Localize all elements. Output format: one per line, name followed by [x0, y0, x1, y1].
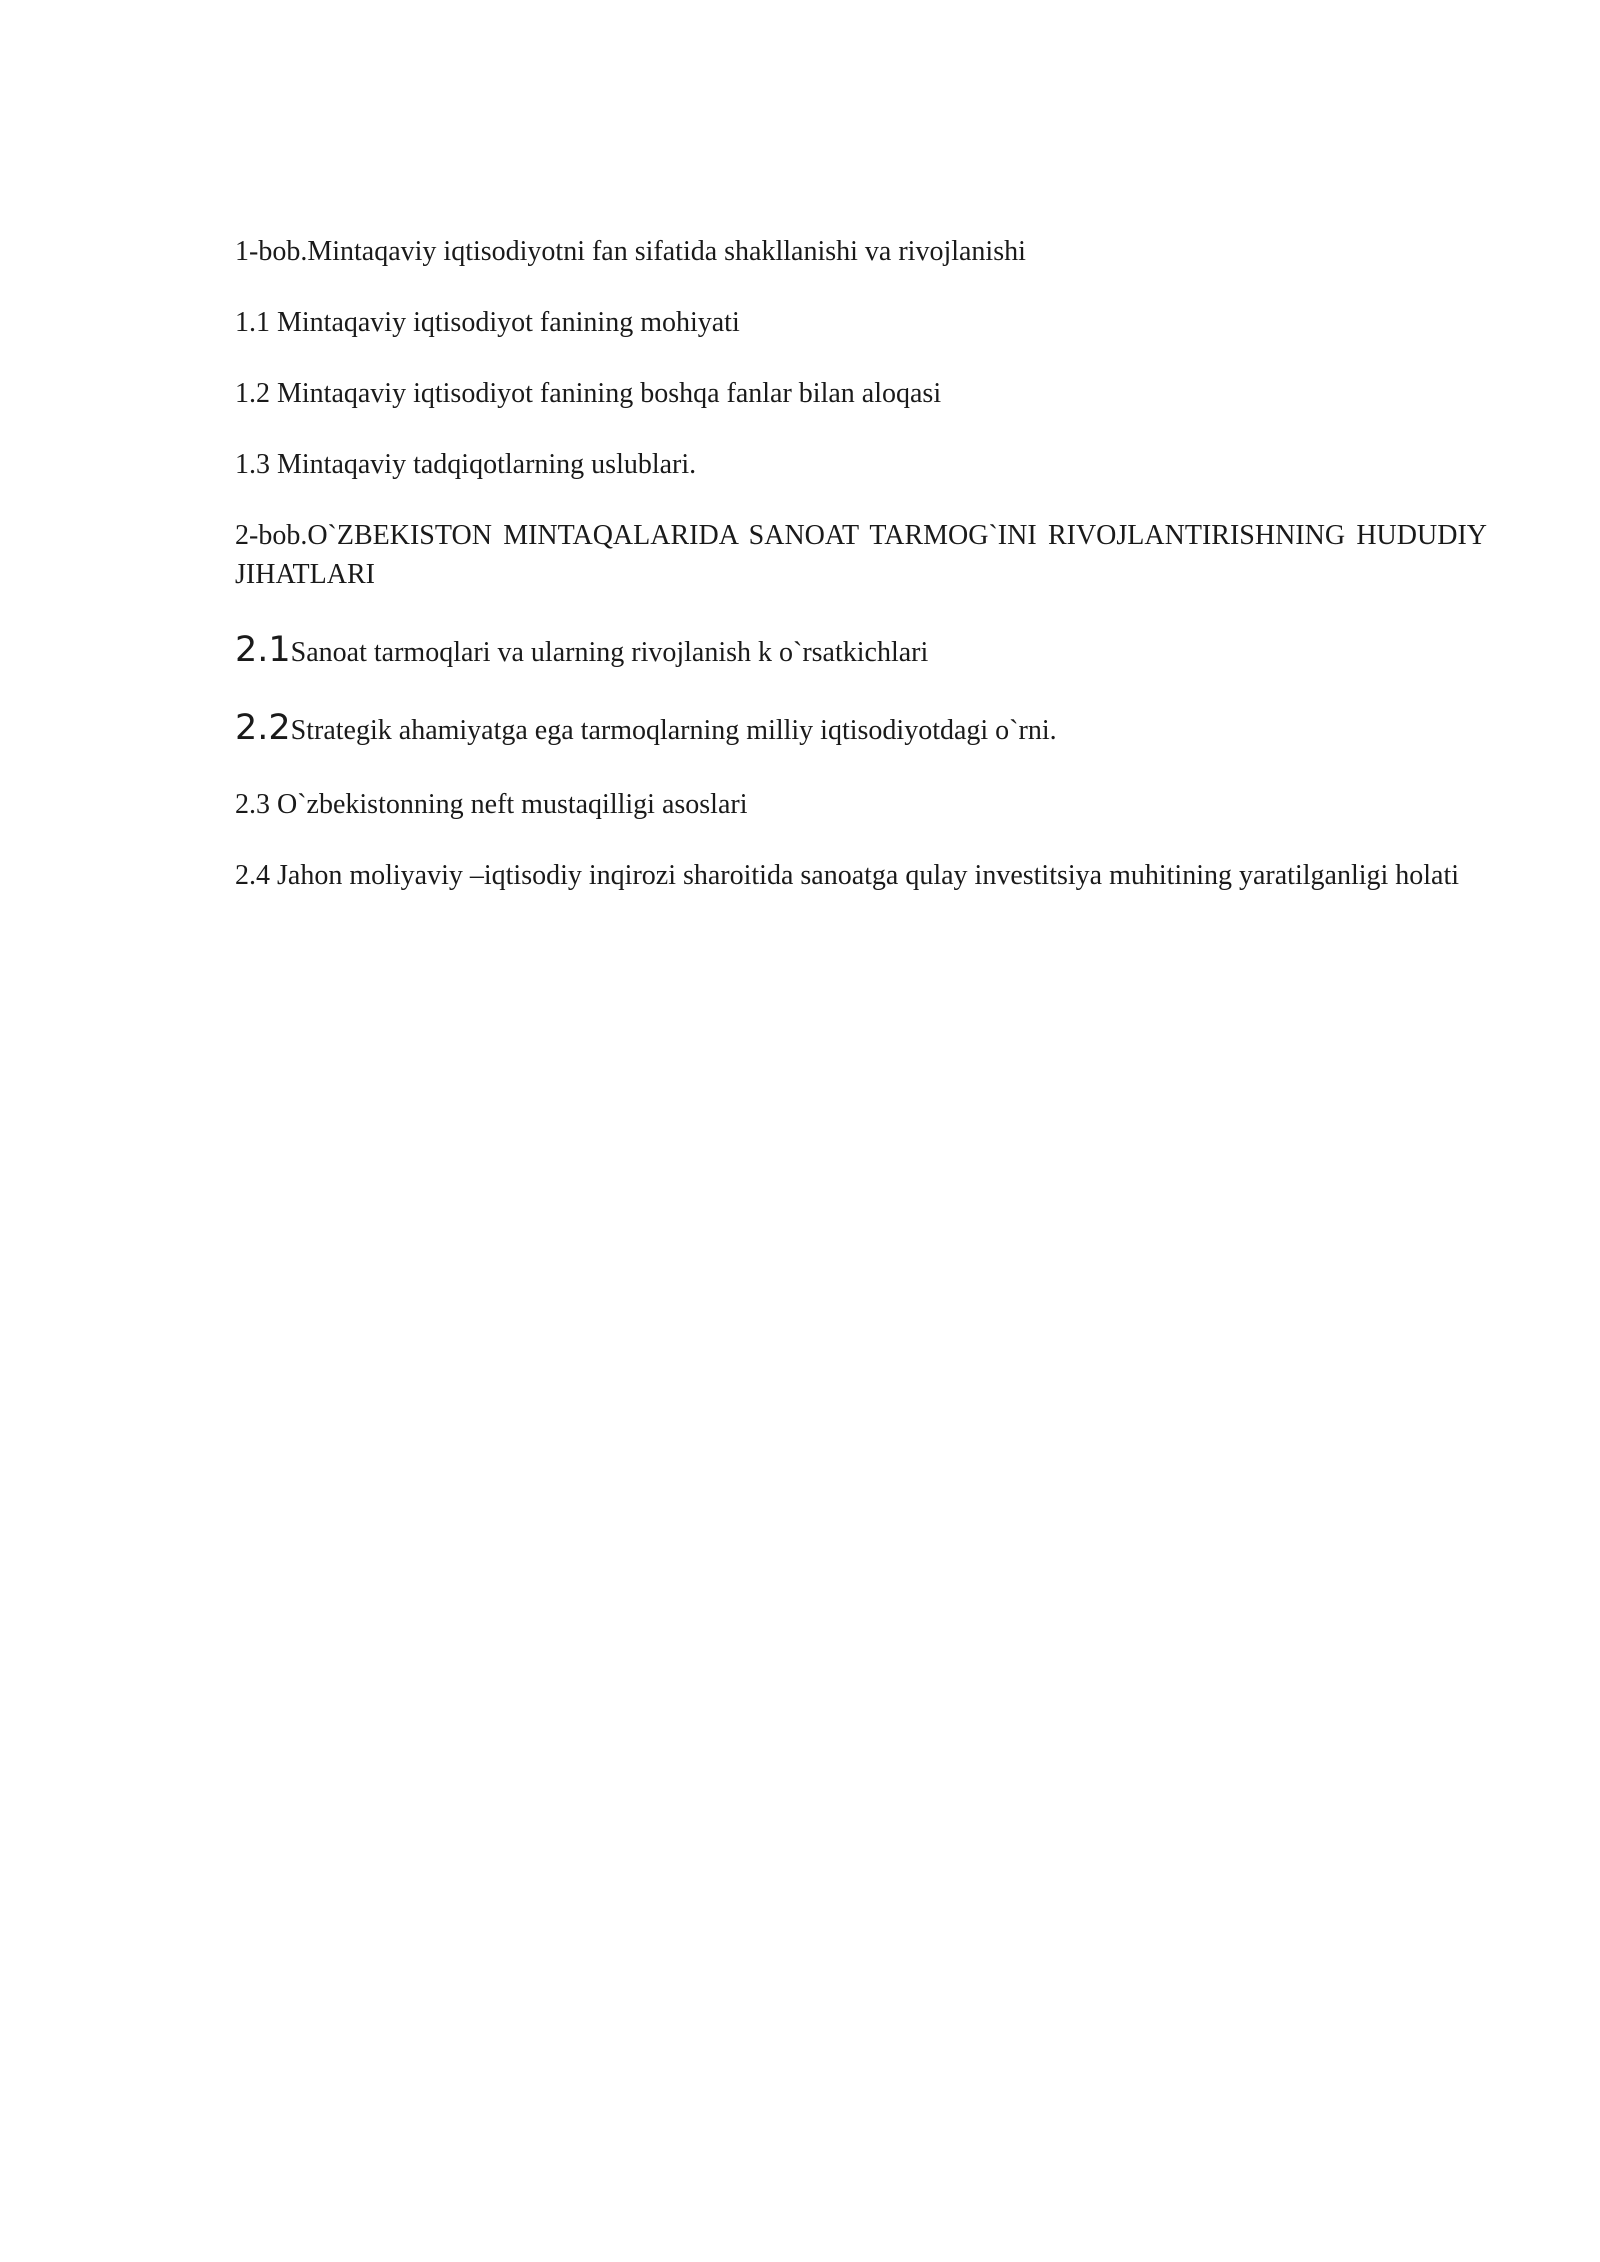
- chapter-2-heading: 2-bob.O`ZBEKISTON MINTAQALARIDA SANOAT TARMOG`INI RIVOJLANTIRISHNING HUDUDIY JIHATLARI: [235, 520, 1487, 590]
- chapter-1-heading: 1-bob.Mintaqaviy iqtisodiyotni fan sifatida shakllanishi va rivojlanishi: [235, 236, 1026, 267]
- section-2-1-title: Sanoat tarmoqlari va ularning rivojlanish k o`rsatkichlari: [290, 637, 929, 668]
- section-1-3: 1.3 Mintaqaviy tadqiqotlarning uslublari.: [235, 449, 697, 480]
- section-2-2: [235, 709, 1487, 750]
- section-2-1-number: 2.1: [235, 630, 291, 670]
- section-1-2: 1.2 Mintaqaviy iqtisodiyot fanining boshqa fanlar bilan aloqasi: [235, 378, 942, 409]
- section-2-2-title: Strategik ahamiyatga ega tarmoqlarning milliy iqtisodiyotdagi o`rni.: [290, 715, 1057, 746]
- section-1-1: 1.1 Mintaqaviy iqtisodiyot fanining mohiyati: [235, 307, 740, 338]
- section-2-3: 2.3 O`zbekistonning neft mustaqilligi asoslari: [235, 789, 748, 820]
- section-2-1: [235, 631, 1487, 672]
- section-2-2-number: 2.2: [235, 708, 291, 748]
- table-of-contents: [235, 232, 1487, 895]
- section-2-4: 2.4 Jahon moliyaviy –iqtisodiy inqirozi sharoitida sanoatga qulay investitsiya muhitining yaratilganligi holati: [235, 860, 1460, 891]
